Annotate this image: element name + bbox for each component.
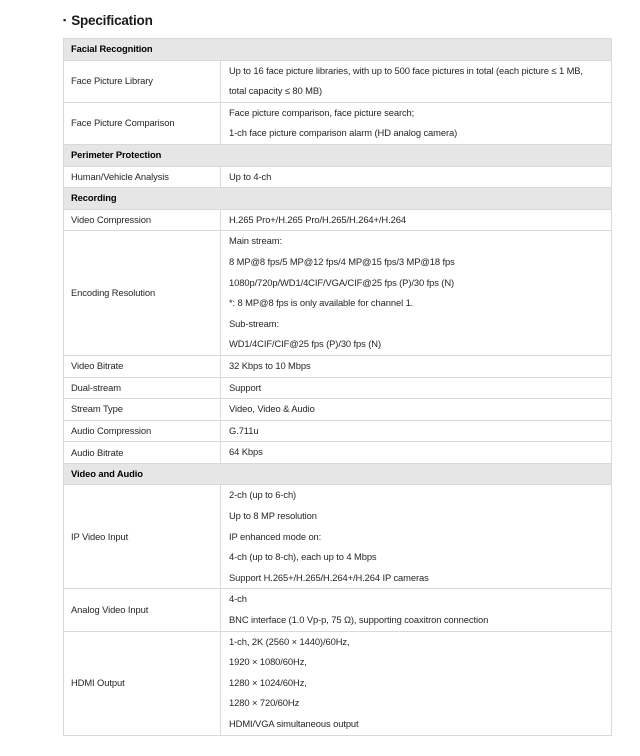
section-header-row: [64, 39, 611, 61]
spec-value-line: 1920 × 1080/60Hz,: [229, 656, 307, 668]
spec-label: Encoding Resolution: [64, 231, 221, 355]
section-header-row: [64, 145, 611, 167]
spec-value-line: Video, Video & Audio: [229, 403, 315, 415]
section-header-label: Perimeter Protection: [71, 148, 162, 160]
table-row: [64, 61, 611, 103]
bullet-icon: ▪: [63, 15, 67, 25]
spec-value: [221, 231, 611, 355]
spec-label: Analog Video Input: [64, 589, 221, 630]
spec-value-line: H.265 Pro+/H.265 Pro/H.265/H.264+/H.264: [229, 213, 406, 225]
table-row: [64, 589, 611, 631]
spec-value: [221, 210, 611, 231]
spec-value-line: Sub-stream:: [229, 317, 279, 329]
spec-label: Audio Compression: [64, 421, 221, 442]
section-header-row: [64, 464, 611, 486]
spec-value-line: Up to 8 MP resolution: [229, 510, 317, 522]
spec-value: [221, 167, 611, 188]
document-heading: [63, 13, 153, 28]
spec-value-line: 2-ch (up to 6-ch): [229, 489, 297, 501]
spec-label: Face Picture Comparison: [64, 103, 221, 144]
spec-value: [221, 399, 611, 420]
spec-value-line: 1280 × 720/60Hz: [229, 697, 300, 709]
spec-value-line: 1280 × 1024/60Hz,: [229, 676, 307, 688]
spec-value-line: 4-ch: [229, 593, 247, 605]
spec-value-line: Support H.265+/H.265/H.264+/H.264 IP cameras: [229, 571, 429, 583]
table-row: [64, 421, 611, 443]
spec-label: Video Bitrate: [64, 356, 221, 377]
spec-value-line: 64 Kbps: [229, 446, 263, 458]
spec-value: [221, 485, 611, 588]
page-title: Specification: [71, 13, 153, 28]
spec-value-line: 1-ch face picture comparison alarm (HD analog camera): [229, 127, 458, 139]
table-row: [64, 356, 611, 378]
spec-value-line: Support: [229, 381, 262, 393]
table-row: [64, 231, 611, 356]
section-header-row: [64, 188, 611, 210]
spec-value: [221, 61, 611, 102]
spec-label: Human/Vehicle Analysis: [64, 167, 221, 188]
table-row: [64, 442, 611, 464]
table-row: [64, 210, 611, 232]
spec-value-line: Up to 4-ch: [229, 170, 272, 182]
spec-value-line: 4-ch (up to 8-ch), each up to 4 Mbps: [229, 551, 377, 563]
spec-value-line: G.711u: [229, 424, 259, 436]
spec-value: [221, 103, 611, 144]
table-row: [64, 167, 611, 189]
spec-value-line: Up to 16 face picture libraries, with up to 500 face pictures in total (each picture ≤ 1 MB,: [229, 64, 583, 76]
spec-label: Face Picture Library: [64, 61, 221, 102]
spec-value-line: Main stream:: [229, 235, 282, 247]
spec-value-line: total capacity ≤ 80 MB): [229, 85, 322, 97]
spec-value-line: 1-ch, 2K (2560 × 1440)/60Hz,: [229, 635, 350, 647]
specification-table: [63, 38, 612, 736]
spec-label: IP Video Input: [64, 485, 221, 588]
spec-label: Video Compression: [64, 210, 221, 231]
spec-value-line: Face picture comparison, face picture search;: [229, 106, 415, 118]
table-row: [64, 103, 611, 145]
table-row: [64, 632, 611, 736]
spec-value-line: 8 MP@8 fps/5 MP@12 fps/4 MP@15 fps/3 MP@18 fps: [229, 255, 455, 267]
spec-value-line: HDMI/VGA simultaneous output: [229, 718, 359, 729]
table-row: [64, 485, 611, 589]
spec-label: Stream Type: [64, 399, 221, 420]
spec-label: Audio Bitrate: [64, 442, 221, 463]
section-header-label: Facial Recognition: [71, 43, 153, 54]
table-row: [64, 399, 611, 421]
spec-value: [221, 589, 611, 630]
section-header-label: Recording: [71, 192, 117, 204]
spec-value-line: 32 Kbps to 10 Mbps: [229, 359, 311, 371]
spec-value: [221, 356, 611, 377]
spec-value-line: WD1/4CIF/CIF@25 fps (P)/30 fps (N): [229, 338, 381, 350]
spec-label: HDMI Output: [64, 632, 221, 735]
spec-value: [221, 378, 611, 399]
spec-value-line: 1080p/720p/WD1/4CIF/VGA/CIF@25 fps (P)/30 fps (N): [229, 276, 455, 288]
spec-value-line: BNC interface (1.0 Vp-p, 75 Ω), supporting coaxitron connection: [229, 614, 489, 626]
table-row: [64, 378, 611, 400]
spec-value: [221, 442, 611, 463]
spec-value-line: *: 8 MP@8 fps is only available for channel 1.: [229, 297, 414, 309]
section-header-label: Video and Audio: [71, 467, 143, 479]
spec-value: [221, 632, 611, 735]
spec-value: [221, 421, 611, 442]
spec-label: Dual-stream: [64, 378, 221, 399]
spec-value-line: IP enhanced mode on:: [229, 530, 322, 542]
